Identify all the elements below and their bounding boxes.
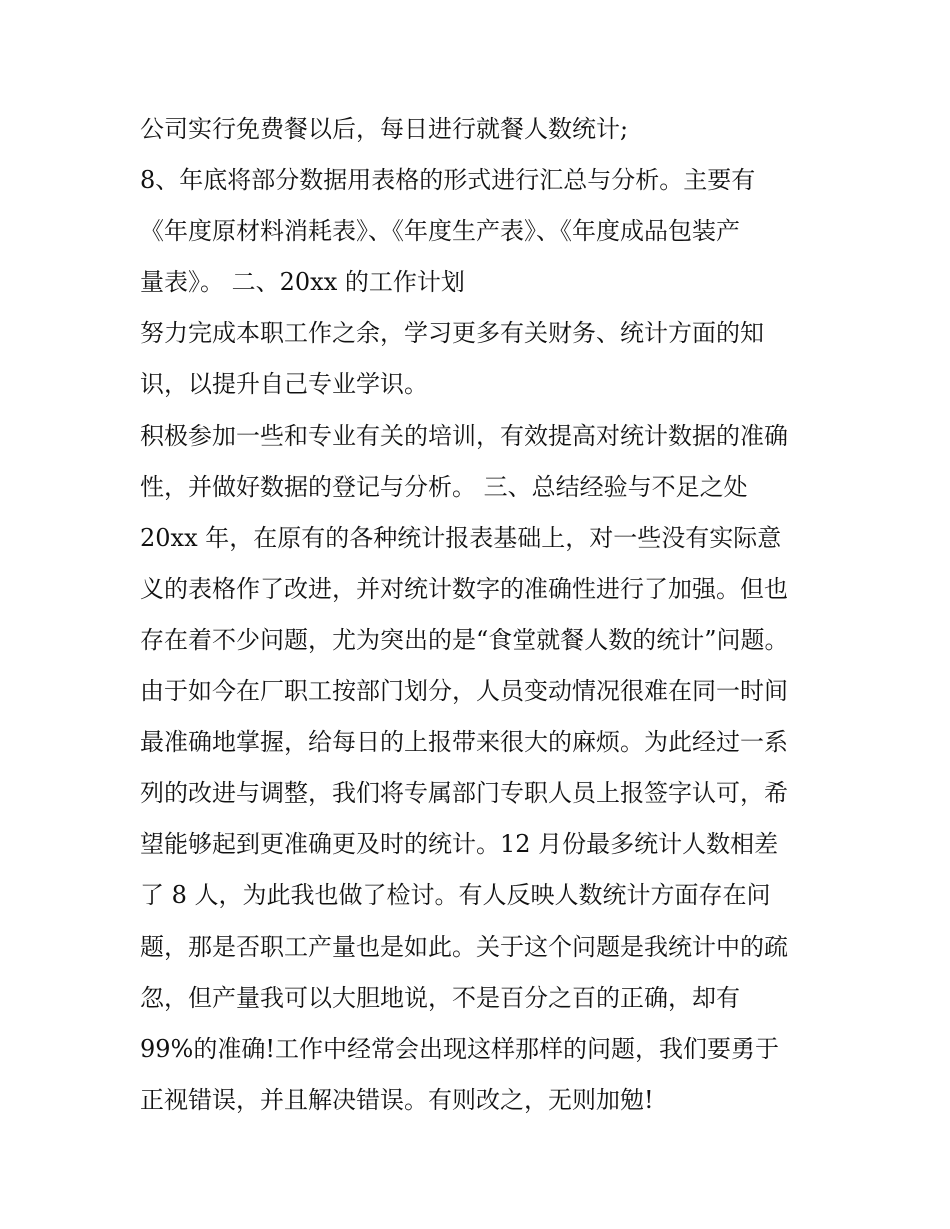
text-line: 8、年底将部分数据用表格的形式进行汇总与分析。主要有 [140,166,756,195]
text-line: 量表》。 二、20xx 的工作计划 [140,268,465,297]
text-line: 正视错误，并且解决错误。有则改之，无则加勉! [140,1085,654,1114]
body-text [140,104,830,1126]
text-line: 公司实行免费餐以后，每日进行就餐人数统计; [140,115,629,143]
text-line: 题，那是否职工产量也是如此。关于这个问题是我统计中的疏 [140,932,788,961]
text-line: 忽，但产量我可以大胆地说，不是百分之百的正确，却有 [140,983,740,1012]
text-line: 20xx 年，在原有的各种统计报表基础上，对一些没有实际意 [140,523,782,552]
text-line: 努力完成本职工作之余，学习更多有关财务、统计方面的知 [140,319,764,348]
text-line: 由于如今在厂职工按部门划分，人员变动情况很难在同一时间 [140,677,788,706]
text-line: 99%的准确!工作中经常会出现这样那样的问题，我们要勇于 [140,1034,779,1063]
text-line: 了 8 人，为此我也做了检讨。有人反映人数统计方面存在问 [140,881,771,910]
text-line: 存在着不少问题，尤为突出的是“食堂就餐人数的统计”问题。 [140,625,789,654]
text-line: 义的表格作了改进，并对统计数字的准确性进行了加强。但也 [140,574,788,603]
text-line: 性，并做好数据的登记与分析。 三、总结经验与不足之处 [140,472,748,501]
text-line: 积极参加一些和专业有关的培训，有效提高对统计数据的准确 [140,421,788,450]
text-line: 望能够起到更准确更及时的统计。12 月份最多统计人数相差 [140,830,779,859]
text-line: 《年度原材料消耗表》、《年度生产表》、《年度成品包装产 [140,217,740,246]
text-line: 识，以提升自己专业学识。 [140,370,428,399]
text-line: 最准确地掌握，给每日的上报带来很大的麻烦。为此经过一系 [140,728,788,757]
text-line: 列的改进与调整，我们将专属部门专职人员上报签字认可，希 [140,779,788,808]
